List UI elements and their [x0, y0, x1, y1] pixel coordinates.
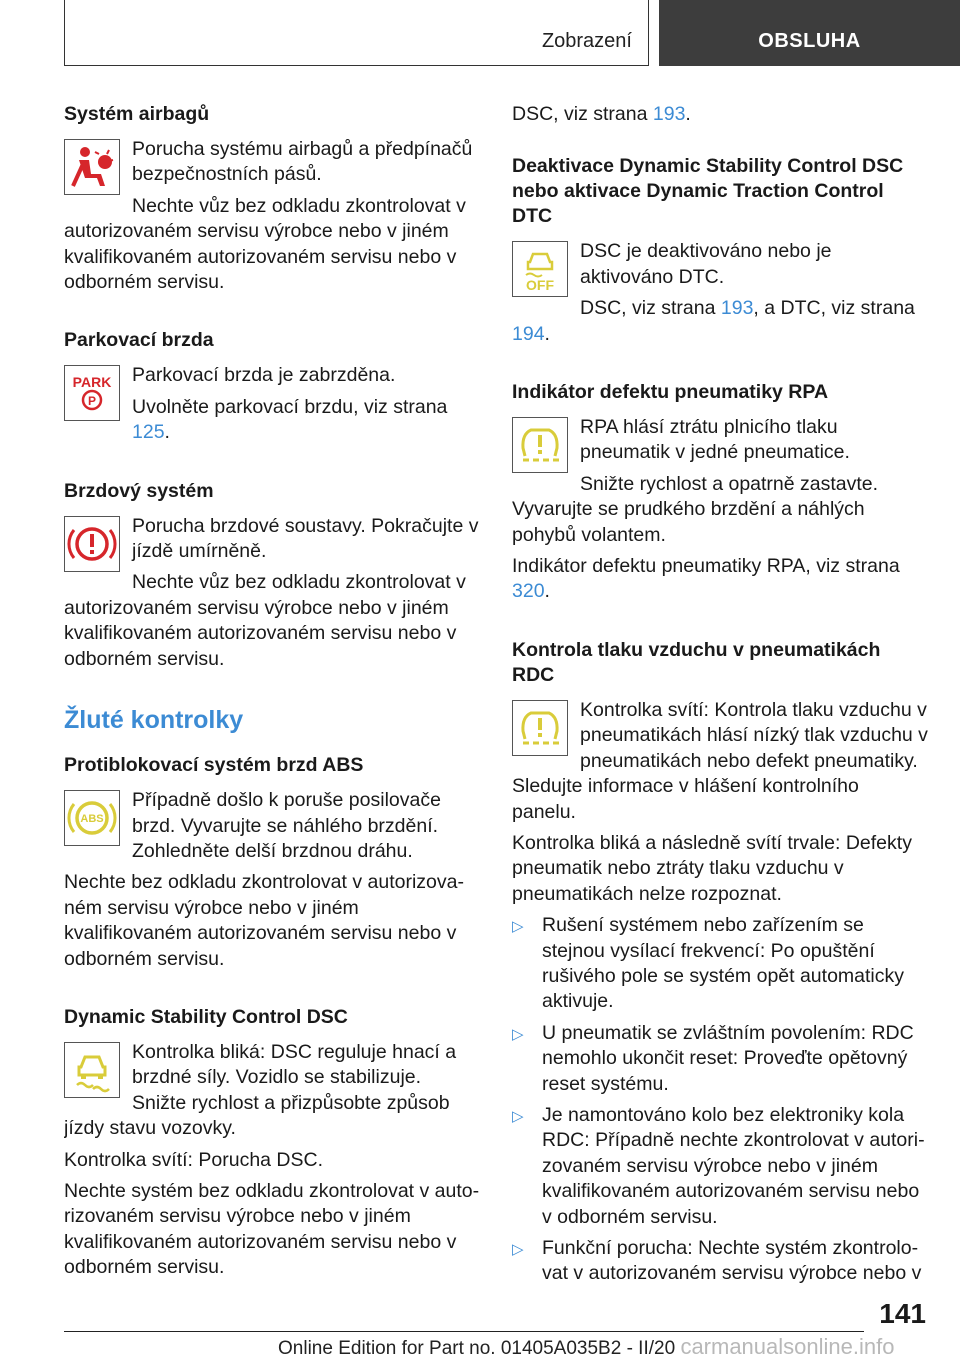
parking-brake-icon [64, 365, 120, 421]
rpa-text-2: Snižte rychlost a opatrně zastavte. Vyvarujte se prudkého brzdění a náhlých pohybů volantem. [512, 472, 879, 546]
list-item [512, 1021, 928, 1097]
abs-row [64, 788, 480, 978]
footer-divider [64, 1331, 864, 1332]
dsc-continuation-post: . [685, 103, 691, 125]
list-item-text: Funkční porucha: Nechte systém zkontrolovat v autorizovaném servisu výrobce nebo v [542, 1237, 922, 1285]
brake-system-text-1: Porucha brzdové soustavy. Pokračujte v jízdě umírněně. [132, 514, 479, 563]
rpa-text-1: RPA hlásí ztrátu plnicího tlaku pneumatik v jedné pneumatice. [580, 416, 850, 464]
dtc-title: Deaktivace Dynamic Stability Control DSC nebo aktivace Dynamic Traction Control DTC [512, 155, 904, 228]
abs-icon [64, 790, 120, 846]
rdc-text-1: Kontrolka svítí: Kontrola tlaku vzduchu v pneumatikách hlásí nízký tlak vzduchu v pneumatikách nebo defekt pneumatiky. Sledujte informace v hlášení kontrolního panelu. [512, 698, 928, 823]
dsc-off-icon [512, 241, 568, 297]
parking-brake-text-1: Parkovací brzda je zabrzděna. [132, 364, 396, 387]
dsc-text-1: Kontrolka bliká: DSC reguluje hnací a brzdné síly. Vozidlo se stabilizuje. Snižte rychlost a přizpůsobte způsob jízdy stavu vozovky. [64, 1040, 457, 1140]
chapter-tab [659, 0, 960, 66]
dsc-text-3: Nechte systém bez odkladu zkontrolovat v autorizovaném servisu výrobce nebo v jiném kvalifikovaném autorizovaném servisu nebo v odborném servisu. [64, 1179, 480, 1279]
dtc-row [512, 239, 928, 353]
brake-system-icon [64, 516, 120, 572]
rpa-title: Indikátor defektu pneumatiky RPA [512, 381, 829, 404]
triangle-bullet-icon: ▷ [512, 1025, 524, 1043]
rpa-text-3-post: . [544, 580, 550, 603]
dtc-text-2-post: . [544, 322, 550, 345]
parking-brake-row [64, 363, 480, 451]
parking-brake-text-2 [64, 395, 480, 446]
left-column [64, 102, 480, 1314]
footer-edition-text: Online Edition for Part no. 01405A035B2 - II/20 [278, 1338, 676, 1359]
triangle-bullet-icon: ▷ [512, 918, 524, 936]
tire-pressure-icon [512, 700, 568, 756]
list-item [512, 913, 928, 1015]
list-item [512, 1103, 928, 1230]
svg-text:P: P [87, 394, 97, 409]
section-title: Zobrazení [541, 30, 632, 52]
rdc-title: Kontrola tlaku vzduchu v pneumatikách RDC [512, 638, 881, 686]
watermark-text: carmanualsonline.info [680, 1334, 895, 1359]
rpa-text-3-pre: Indikátor defektu pneumatiky RPA, viz strana [512, 555, 900, 578]
page-ref-link[interactable]: 193 [652, 103, 686, 125]
page-ref-link[interactable]: 193 [720, 297, 754, 320]
rdc-bullet-list [512, 913, 928, 1287]
dsc-section [64, 1005, 480, 1287]
right-column [512, 102, 928, 1314]
dsc-text-2: Kontrolka svítí: Porucha DSC. [64, 1148, 324, 1171]
list-item-text: Rušení systémem nebo zařízením se stejnou vysílací frekvencí: Po opuštění rušivého pole se systém opět automaticky aktivuje. [542, 914, 905, 1013]
airbag-warning-icon [64, 139, 120, 195]
rdc-row [512, 698, 928, 913]
svg-text:OFF: OFF [526, 277, 554, 294]
dsc-continuation [512, 102, 928, 127]
abs-text-1: Případně došlo k poruše posilovače brzd. Vyvarujte se náhlého brzdění. Zohledněte delší brzdnou dráhu. [132, 789, 441, 862]
footer-edition [278, 1334, 894, 1360]
page-ref-link[interactable]: 320 [512, 580, 545, 603]
parking-brake-title: Parkovací brzda [64, 329, 214, 352]
dsc-row [64, 1040, 480, 1287]
dtc-text-2-mid: , a DTC, viz strana [753, 297, 915, 320]
dtc-text-1: DSC je deaktivováno nebo je aktivováno DTC. [580, 240, 832, 288]
abs-text-2: Nechte bez odkladu zkontrolovat v autorizovaném servisu výrobce nebo v jiném kvalifikovaném autorizovaném servisu nebo v odborném servisu. [64, 871, 464, 970]
rpa-text-3 [512, 554, 928, 605]
abs-title: Protiblokovací systém brzd ABS [64, 754, 364, 777]
brake-system-section [64, 479, 480, 678]
dsc-icon [64, 1042, 120, 1098]
rdc-section [512, 638, 928, 1287]
parking-brake-section [64, 328, 480, 451]
triangle-bullet-icon: ▷ [512, 1241, 524, 1258]
airbag-title: Systém airbagů [64, 103, 210, 125]
rpa-row [512, 415, 928, 611]
dsc-title: Dynamic Stability Control DSC [64, 1005, 348, 1028]
brake-system-text-2: Nechte vůz bez odkladu zkontrolovat v autorizovaném servisu výrobce nebo v jiném kvalifikovaném autorizovaném servisu nebo v odborném servisu. [64, 571, 466, 670]
list-item-text: U pneumatik se zvláštním povolením: RDC nemohlo ukončit reset: Proveďte opětovný reset systému. [542, 1021, 914, 1095]
dtc-text-2 [512, 296, 928, 347]
svg-text:PARK: PARK [72, 374, 112, 391]
airbag-section [64, 102, 480, 301]
svg-text:ABS: ABS [80, 813, 104, 826]
list-item-text: Je namontováno kolo bez elektroniky kola RDC: Případně nechte zkontrolovat v autorizovaném servisu výrobce nebo v jiném kvalifikovaném autorizovaném servisu nebo v odborném servisu. [542, 1103, 925, 1228]
dtc-section [512, 154, 928, 353]
abs-section [64, 753, 480, 978]
page-number: 141 [879, 1298, 926, 1329]
airbag-text-1: Porucha systému airbagů a předpínačů bezpečnostních pásů. [132, 138, 473, 186]
airbag-row [64, 137, 480, 301]
chapter-title: OBSLUHA [758, 30, 861, 52]
parking-brake-text-2-pre: Uvolněte parkovací brzdu, viz strana [132, 395, 448, 418]
page-ref-link[interactable]: 194 [512, 322, 545, 345]
triangle-bullet-icon: ▷ [512, 1107, 524, 1125]
list-item [512, 1236, 928, 1287]
page-ref-link[interactable]: 125 [132, 421, 165, 444]
tire-pressure-icon [512, 417, 568, 473]
parking-brake-text-2-post: . [164, 421, 170, 444]
brake-system-title: Brzdový systém [64, 479, 214, 502]
header-section-box [64, 0, 649, 66]
dtc-text-2-pre: DSC, viz strana [580, 297, 721, 320]
rdc-text-2: Kontrolka bliká a následně svítí trvale: Defekty pneumatik nebo ztráty tlaku vzduchu v pneumatikách nelze rozpoznat. [512, 831, 912, 905]
airbag-text-2: Nechte vůz bez odkladu zkontrolovat v autorizovaném servisu výrobce nebo v jiném kvalifikovaném autorizovaném servisu nebo v odborném servisu. [64, 194, 466, 294]
dsc-continuation-pre: DSC, viz strana [512, 103, 653, 125]
rpa-section [512, 380, 928, 611]
brake-system-row [64, 514, 480, 678]
yellow-lights-heading: Žluté kontrolky [64, 706, 244, 735]
